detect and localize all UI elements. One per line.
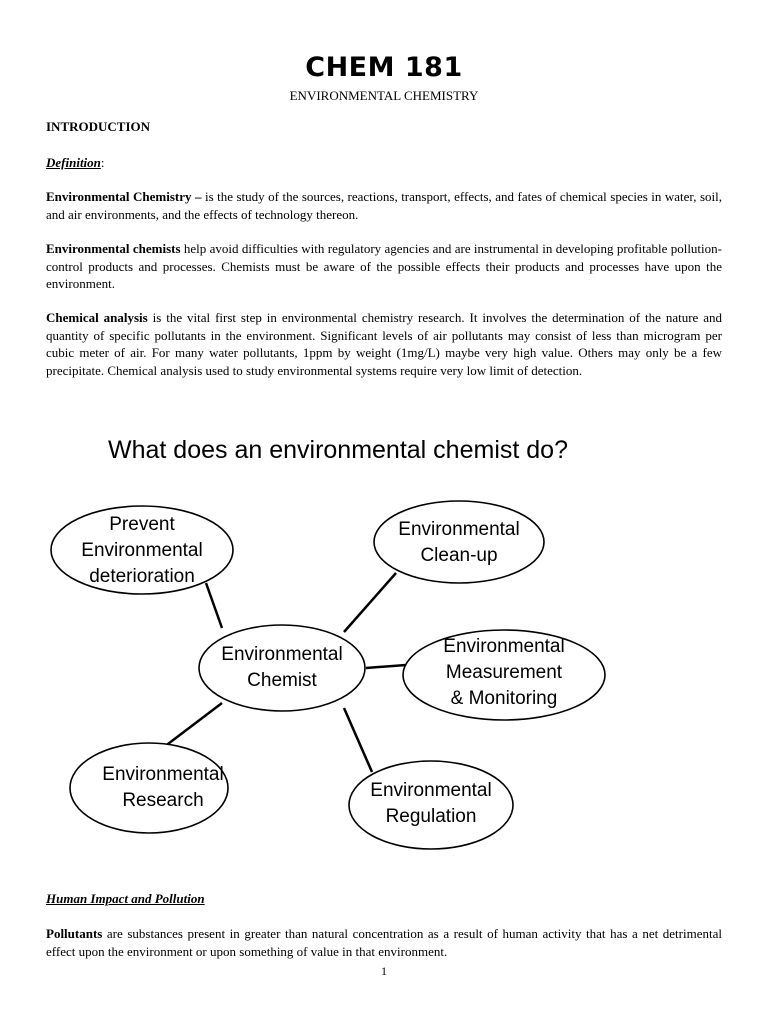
term-environmental-chemists: Environmental chemists [46,241,181,256]
definition-pollutants: are substances present in greater than natural concentration as a result of human activity that has a net detrimental effect upon the environment or upon something of value in that environment. [46,926,722,959]
diagram-title: What does an environmental chemist do? [108,436,568,464]
node-regulation: Environmental Regulation [370,780,492,827]
paragraph-pollutants [46,925,722,960]
paragraph-chemical-analysis [46,309,722,379]
definition-environmental-chemistry: is the study of the sources, reactions, transport, effects, and fates of chemical species in water, soil, and air environments, and the effects of technology thereon. [46,189,722,222]
paragraph-environmental-chemistry [46,188,722,223]
connector-research [164,703,222,747]
node-research: Environmental Research [102,764,224,811]
introduction-heading: INTRODUCTION [46,119,151,134]
node-measurement: Environmental Measurement & Monitoring [443,636,565,709]
node-cleanup: Environmental Clean-up [398,519,520,566]
term-environmental-chemistry: Environmental Chemistry – [46,189,202,204]
text-chemical-analysis: is the vital first step in environmental chemistry research. It involves the determination of the nature and quantity of specific pollutants in the environment. Significant levels of air pollutants may consist of less than microgram per cubic meter of air. For many water pollutants, 1ppm by weight (1mg/L) maybe very high value. Others may only be a few precipitate. Chemical analysis used to study environmental systems require very low limit of detection. [46,310,722,378]
connector-measurement [366,665,406,668]
environmental-chemist-diagram [0,420,768,870]
human-impact-heading: Human Impact and Pollution [46,891,205,906]
course-title: CHEM 181 [305,52,463,83]
definition-colon: : [100,155,105,170]
definition-label-text: Definition [46,155,101,170]
connector-cleanup [344,573,396,632]
course-subtitle: ENVIRONMENTAL CHEMISTRY [289,88,479,103]
definition-label [46,154,722,172]
connector-regulation [344,708,372,772]
page-number: 1 [381,964,387,978]
term-pollutants: Pollutants [46,926,103,941]
node-prevent: Prevent Environmental deterioration [81,514,203,587]
text-environmental-chemists: help avoid difficulties with regulatory agencies and are instrumental in developing profitable pollution-control products and processes. Chemists must be aware of the possible effects their products and processes have upon the environment. [46,241,722,291]
paragraph-environmental-chemists [46,240,722,293]
node-center: Environmental Chemist [221,644,343,691]
term-chemical-analysis: Chemical analysis [46,310,148,325]
